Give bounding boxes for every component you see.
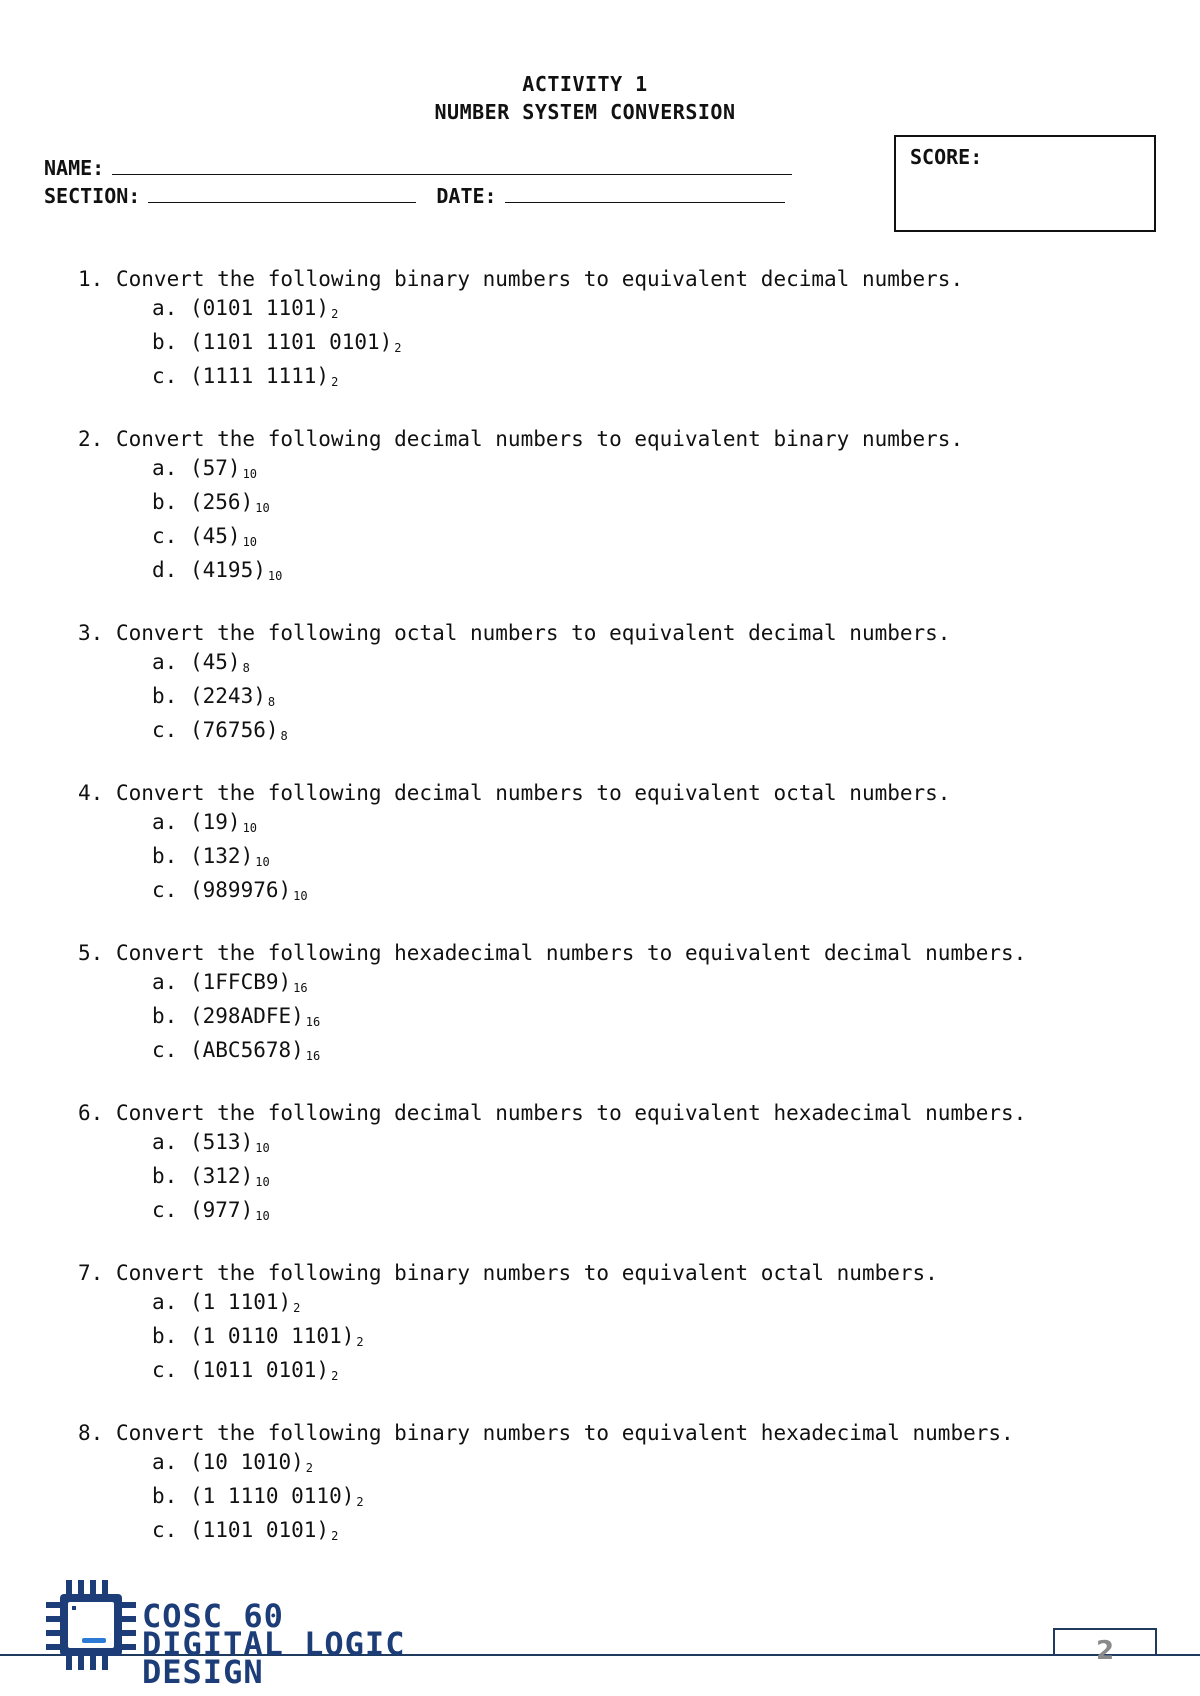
number-base: 10 <box>293 889 308 903</box>
question-number: 7. <box>78 1261 104 1285</box>
sub-item-letter: b. <box>152 330 178 354</box>
sub-item-value: (ABC5678) <box>190 1038 304 1062</box>
date-label: DATE: <box>436 184 497 208</box>
number-base: 10 <box>255 1141 270 1155</box>
number-base: 2 <box>394 341 402 355</box>
page-title: NUMBER SYSTEM CONVERSION <box>434 100 736 124</box>
number-base: 2 <box>293 1301 301 1315</box>
sub-item <box>152 328 1178 362</box>
chip-icon <box>42 1578 142 1678</box>
number-base: 16 <box>293 981 308 995</box>
sub-item-letter: c. <box>152 1518 178 1542</box>
page-number-tab <box>1053 1628 1157 1666</box>
sub-item-letter: c. <box>152 878 178 902</box>
question-text: Convert the following binary numbers to equivalent octal numbers. <box>116 1261 938 1285</box>
number-base: 2 <box>331 375 339 389</box>
question-text: Convert the following octal numbers to equivalent decimal numbers. <box>116 621 951 645</box>
number-base: 2 <box>331 1529 339 1543</box>
sub-item-letter: b. <box>152 684 178 708</box>
sub-item-letter: c. <box>152 364 178 388</box>
sub-item-letter: a. <box>152 1450 178 1474</box>
question-list <box>78 264 1178 1578</box>
sub-item-letter: a. <box>152 456 178 480</box>
section-date-row <box>44 184 785 208</box>
sub-item-letter: d. <box>152 558 178 582</box>
number-base: 2 <box>305 1461 314 1475</box>
sub-item-letter: a. <box>152 1290 178 1314</box>
score-box[interactable] <box>894 135 1156 232</box>
question-heading <box>78 424 1178 454</box>
section-field[interactable] <box>148 184 416 203</box>
number-base: 10 <box>255 855 270 869</box>
number-base: 2 <box>356 1335 364 1349</box>
activity-label: ACTIVITY 1 <box>522 72 648 96</box>
sub-item-letter: a. <box>152 296 178 320</box>
sub-item-value: (256) <box>190 490 254 514</box>
question-item <box>78 778 1178 910</box>
sub-item <box>152 1356 1178 1390</box>
sub-item-value: (513) <box>190 1130 254 1154</box>
question-number: 3. <box>78 621 104 645</box>
question-number: 2. <box>78 427 104 451</box>
sub-item-letter: b. <box>152 1324 178 1348</box>
question-heading <box>78 1418 1178 1448</box>
sub-item-value: (1 0110 1101) <box>190 1324 355 1348</box>
sub-item-value: (19) <box>190 810 241 834</box>
sub-item-value: (1101 1101 0101) <box>190 330 393 354</box>
sub-item-letter: b. <box>152 490 178 514</box>
sub-item <box>152 556 1178 590</box>
score-label: SCORE: <box>910 145 983 169</box>
sub-item-value: (0101 1101) <box>190 296 330 320</box>
sub-item <box>152 1196 1178 1230</box>
name-label: NAME: <box>44 156 105 180</box>
number-base: 10 <box>242 467 258 481</box>
sub-item <box>152 648 1178 682</box>
question-number: 6. <box>78 1101 104 1125</box>
question-number: 5. <box>78 941 104 965</box>
sub-item <box>152 1516 1178 1550</box>
question-text: Convert the following decimal numbers to equivalent octal numbers. <box>116 781 951 805</box>
sub-item-letter: c. <box>152 524 178 548</box>
sub-item-value: (977) <box>190 1198 254 1222</box>
question-item <box>78 618 1178 750</box>
course-code: COSC 60 <box>142 1597 284 1635</box>
sub-item-letter: b. <box>152 1164 178 1188</box>
sub-item <box>152 1448 1178 1482</box>
sub-item-value: (45) <box>190 524 241 548</box>
sub-item <box>152 716 1178 750</box>
sub-item-letter: c. <box>152 1198 178 1222</box>
question-text: Convert the following hexadecimal numbers to equivalent decimal numbers. <box>116 941 1027 965</box>
section-label: SECTION: <box>44 184 141 208</box>
sub-item-value: (10 1010) <box>190 1450 304 1474</box>
sub-item-letter: a. <box>152 810 178 834</box>
sub-item <box>152 1482 1178 1516</box>
question-heading <box>78 938 1178 968</box>
course-title <box>142 1597 406 1691</box>
page-number: 2 <box>1095 1636 1115 1666</box>
sub-item-value: (1101 0101) <box>190 1518 330 1542</box>
course-name-line2: DESIGN <box>142 1653 264 1691</box>
sub-item-value: (1111 1111) <box>190 364 330 388</box>
number-base: 16 <box>305 1049 321 1063</box>
number-base: 10 <box>255 501 270 515</box>
number-base: 10 <box>255 1175 270 1189</box>
sub-item <box>152 1128 1178 1162</box>
question-heading <box>78 264 1178 294</box>
number-base: 2 <box>356 1495 364 1509</box>
sub-item-value: (1011 0101) <box>190 1358 330 1382</box>
sub-item <box>152 682 1178 716</box>
sub-item-letter: c. <box>152 718 178 742</box>
sub-item <box>152 294 1178 328</box>
number-base: 10 <box>255 1209 270 1223</box>
sub-item <box>152 968 1178 1002</box>
course-name-line1: DIGITAL LOGIC <box>142 1625 406 1663</box>
number-base: 10 <box>267 569 283 583</box>
sub-item <box>152 876 1178 910</box>
sub-item-value: (76756) <box>190 718 279 742</box>
question-text: Convert the following binary numbers to equivalent decimal numbers. <box>116 267 964 291</box>
sub-item-letter: a. <box>152 1130 178 1154</box>
question-item <box>78 1418 1178 1550</box>
sub-item-letter: c. <box>152 1038 178 1062</box>
name-field[interactable] <box>112 156 792 175</box>
sub-item <box>152 842 1178 876</box>
question-number: 8. <box>78 1421 104 1445</box>
sub-item-letter: a. <box>152 970 178 994</box>
sub-item <box>152 1322 1178 1356</box>
number-base: 8 <box>280 729 288 743</box>
sub-item-letter: c. <box>152 1358 178 1382</box>
question-heading <box>78 618 1178 648</box>
question-number: 4. <box>78 781 104 805</box>
sub-item-value: (298ADFE) <box>190 1004 304 1028</box>
sub-item <box>152 488 1178 522</box>
question-heading <box>78 1098 1178 1128</box>
question-text: Convert the following decimal numbers to equivalent hexadecimal numbers. <box>116 1101 1027 1125</box>
question-item <box>78 1258 1178 1390</box>
number-base: 10 <box>242 535 258 549</box>
number-base: 8 <box>242 661 250 675</box>
sub-item <box>152 808 1178 842</box>
sub-item-letter: a. <box>152 650 178 674</box>
sub-item <box>152 1162 1178 1196</box>
sub-item-value: (4195) <box>190 558 266 582</box>
sub-item <box>152 1288 1178 1322</box>
number-base: 10 <box>242 821 258 835</box>
question-item <box>78 424 1178 590</box>
sub-item <box>152 362 1178 396</box>
question-item <box>78 1098 1178 1230</box>
number-base: 2 <box>331 307 339 321</box>
question-number: 1. <box>78 267 104 291</box>
sub-item-letter: b. <box>152 1484 178 1508</box>
date-field[interactable] <box>505 184 785 203</box>
number-base: 16 <box>305 1015 321 1029</box>
question-heading <box>78 1258 1178 1288</box>
sub-item-letter: b. <box>152 844 178 868</box>
question-item <box>78 264 1178 396</box>
sub-item-value: (57) <box>190 456 241 480</box>
sub-item-value: (1FFCB9) <box>190 970 292 994</box>
sub-item-value: (1 1110 0110) <box>190 1484 355 1508</box>
sub-item-value: (132) <box>190 844 254 868</box>
number-base: 8 <box>267 695 276 709</box>
sub-item <box>152 454 1178 488</box>
sub-item <box>152 1036 1178 1070</box>
sub-item-value: (1 1101) <box>190 1290 292 1314</box>
sub-item <box>152 522 1178 556</box>
question-text: Convert the following binary numbers to equivalent hexadecimal numbers. <box>116 1421 1014 1445</box>
sub-item-value: (989976) <box>190 878 292 902</box>
sub-item-value: (312) <box>190 1164 254 1188</box>
question-item <box>78 938 1178 1070</box>
sub-item <box>152 1002 1178 1036</box>
sub-item-letter: b. <box>152 1004 178 1028</box>
sub-item-value: (2243) <box>190 684 266 708</box>
sub-item-value: (45) <box>190 650 241 674</box>
question-text: Convert the following decimal numbers to equivalent binary numbers. <box>116 427 964 451</box>
question-heading <box>78 778 1178 808</box>
number-base: 2 <box>331 1369 339 1383</box>
name-row <box>44 156 792 180</box>
worksheet-title <box>0 70 1170 126</box>
